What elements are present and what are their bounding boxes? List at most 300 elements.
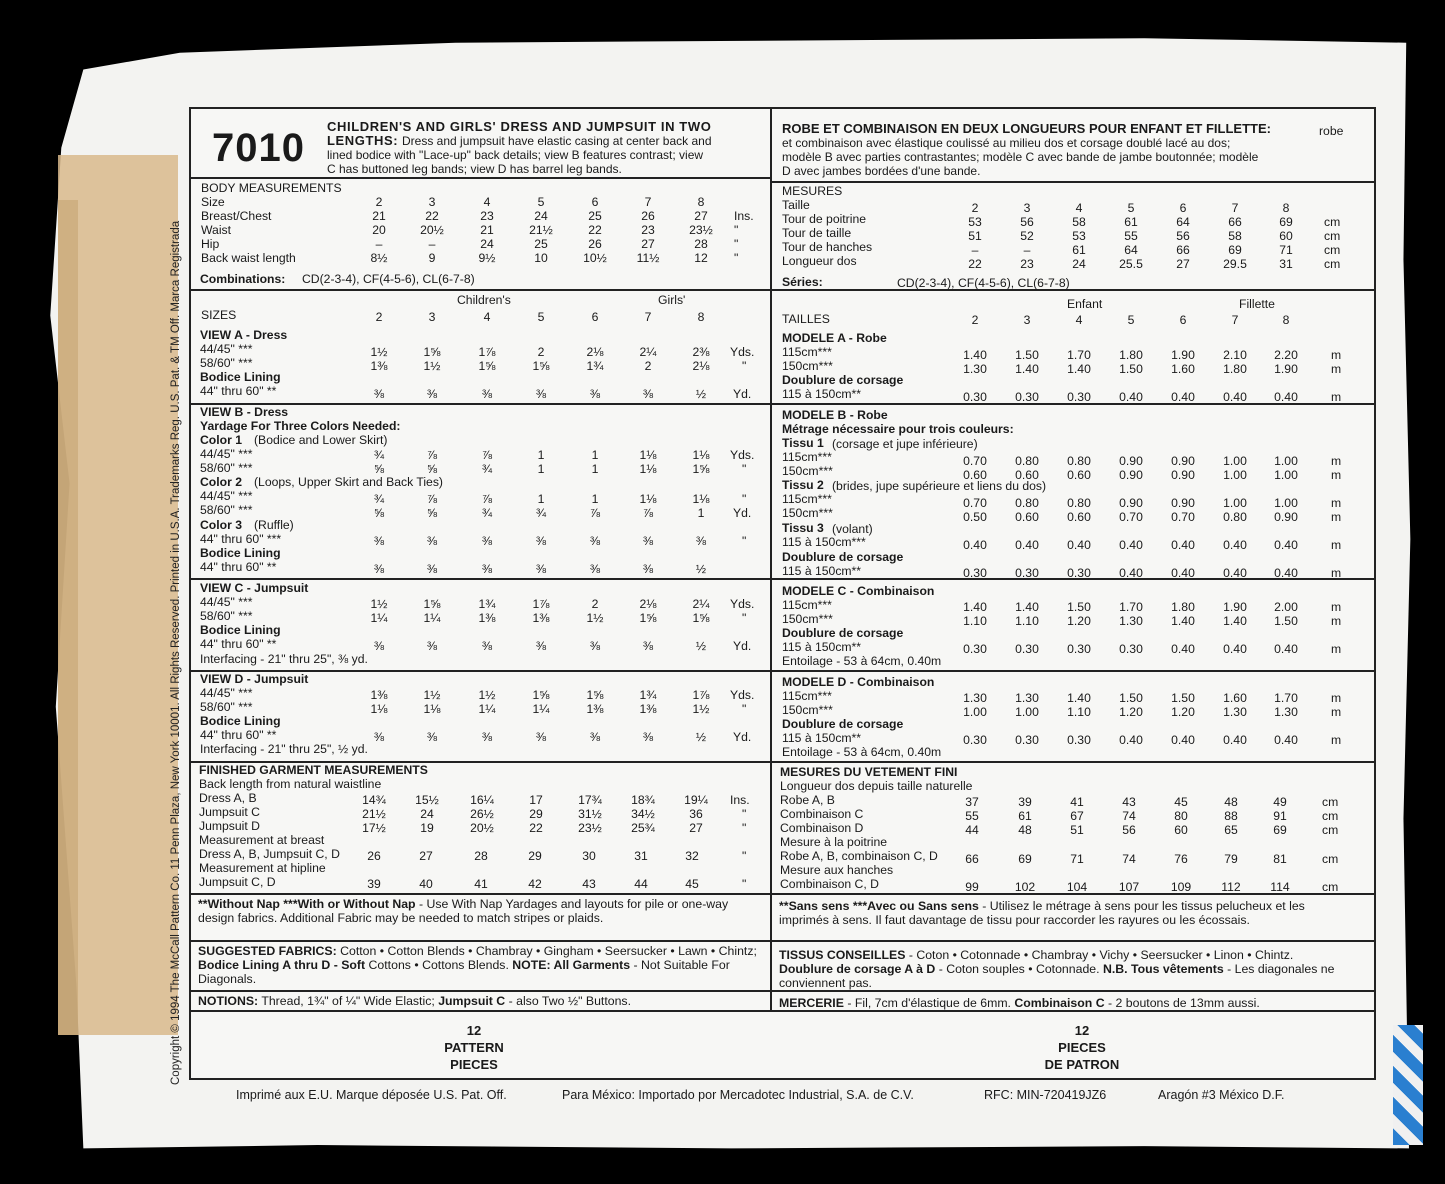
view-a-r2-cell: 2⅛ [692, 359, 710, 373]
breast-row-cell: 28 [474, 849, 488, 863]
modele-d-r1-cell: 1.60 [1223, 691, 1247, 705]
fr-tissus: TISSUS CONSEILLES - Coton • Cotonnade • Chambray • Vichy • Seersucker • Linon • Chintz. Doublure de corsage A à D - Coton souples • Cotonnade. N.B. Tous vêtements - Les diagonales ne conviennent pas. [779, 948, 1335, 990]
view-b-c2a-cell: 1⅛ [692, 492, 710, 506]
fr-size-cell: 8 [1282, 201, 1290, 215]
rule [191, 990, 1374, 992]
fr-meas-row-cell: 69 [1279, 215, 1293, 229]
hanches-row-cell: 99 [965, 880, 979, 894]
modele-d-r2-cell: 1.00 [963, 705, 987, 719]
modele-d-r1-cell: 1.40 [1067, 691, 1091, 705]
fr-tailles-col-cell: 5 [1127, 313, 1135, 327]
view-d-r1-cell: 1½ [423, 688, 441, 702]
modele-c-dc-cell: 0.40 [1223, 642, 1247, 656]
view-b-c3-cell: ⅜ [589, 534, 601, 548]
modele-a-r2-unit: m [1331, 362, 1342, 376]
fr-fin-row-cell: 44 [965, 823, 979, 837]
modele-d-dc-cell: 0.30 [963, 733, 987, 747]
hanches-row-cell: 104 [1066, 880, 1088, 894]
footer-address: Aragón #3 México D.F. [1158, 1088, 1285, 1102]
fin-row-cell: 17 [529, 793, 543, 807]
view-d-r2-unit: " [742, 702, 747, 716]
meas-row-label: Waist [201, 223, 232, 237]
color3-desc: (Ruffle) [254, 518, 294, 532]
view-a-r2-cell: 1¾ [586, 359, 604, 373]
color3-label: Color 3 [200, 518, 242, 532]
view-c-r2-cell: 1½ [586, 611, 604, 625]
modele-c-r2-unit: m [1331, 614, 1342, 628]
meas-row-cell: 21 [372, 209, 386, 223]
view-a-r2-cell: 1½ [423, 359, 441, 373]
view-c-r1-cell: 2⅛ [639, 597, 657, 611]
view-b-c2a-cell: 1 [537, 492, 545, 506]
footer-rfc: RFC: MIN-720419JZ6 [984, 1088, 1107, 1102]
width-label: 115 à 150cm** [782, 640, 862, 654]
modele-a-r3-cell: 0.40 [1171, 390, 1195, 404]
width-label: 115cm*** [782, 345, 832, 359]
back-length-label: Back length from natural waistline [199, 777, 382, 791]
view-b-c1b-cell: ⅝ [373, 462, 385, 476]
fr-fin-row-cell: 91 [1273, 809, 1287, 823]
modele-c-dc-cell: 0.30 [1015, 642, 1039, 656]
view-a-r1-unit: Yds. [730, 345, 755, 359]
modele-d-r2-cell: 1.10 [1067, 705, 1091, 719]
modele-b-t1b-cell: 0.90 [1119, 468, 1143, 482]
view-d-r2-cell: 1½ [692, 702, 710, 716]
modele-b-t2b-cell: 0.90 [1274, 510, 1298, 524]
series-value: CD(2-3-4), CF(4-5-6), CL(6-7-8) [897, 276, 1070, 290]
view-b-c2b-cell: ⅝ [373, 506, 385, 520]
fr-title: ROBE ET COMBINAISON EN DEUX LONGUEURS POUR ENFANT ET FILLETTE: [782, 121, 1271, 136]
view-b-c1a-cell: ⅞ [426, 448, 438, 462]
size-cell: 5 [537, 195, 545, 209]
modele-a-r2-cell: 1.80 [1223, 362, 1247, 376]
view-a-r2-cell: 1⅝ [478, 359, 496, 373]
tape-edge [58, 200, 78, 1035]
meas-row-cell: 10 [534, 251, 548, 265]
view-c-r1-cell: 1½ [370, 597, 388, 611]
breast-row-label: Dress A, B, Jumpsuit C, D [199, 847, 340, 861]
meas-row-cell: 9 [428, 251, 436, 265]
view-b-c1b-cell: 1⅛ [639, 462, 657, 476]
modele-b-t1a-cell: 1.00 [1223, 454, 1247, 468]
meas-row-cell: 20½ [420, 223, 444, 237]
view-b-c1b-cell: ¾ [481, 462, 493, 476]
finished-heading: FINISHED GARMENT MEASUREMENTS [199, 763, 428, 777]
fr-size-cell: 3 [1023, 201, 1031, 215]
meas-row-cell: – [428, 237, 436, 251]
modele-b-t3-cell: 0.40 [1223, 538, 1247, 552]
fr-desc-2: modèle B avec parties contrastantes; modèle C avec bande de jambe boutonnée; modèle [782, 150, 1259, 164]
modele-a-r3-unit: m [1331, 390, 1342, 404]
en-notions: NOTIONS: Thread, 1¾" of ¼" Wide Elastic; Jumpsuit C - also Two ½" Buttons. [198, 994, 631, 1008]
doublure-label: Doublure de corsage [782, 626, 904, 640]
hip-row-cell: 43 [582, 877, 596, 891]
fr-size-cell: 7 [1231, 201, 1239, 215]
fr-fin-row-label: Robe A, B [780, 793, 835, 807]
hanches-row-cell: 114 [1270, 880, 1290, 894]
hanches-row-label: Combinaison C, D [780, 877, 879, 891]
size-cell: 8 [697, 195, 705, 209]
fr-fin-row-cell: 65 [1224, 823, 1238, 837]
rule [191, 177, 770, 179]
fr-fin-row-cell: 61 [1018, 809, 1032, 823]
longueur-label: Longueur dos depuis taille naturelle [780, 779, 973, 793]
modele-d-r1-cell: 1.70 [1274, 691, 1298, 705]
fr-meas-row-cell: 31 [1279, 257, 1293, 271]
fr-meas-row-cell: 51 [968, 229, 982, 243]
view-d-interfacing: Interfacing - 21" thru 25", ½ yd. [200, 742, 368, 756]
fin-row-cell: 19 [420, 821, 434, 835]
view-b-c1a-cell: 1 [591, 448, 599, 462]
view-a-r1-cell: 1⅞ [478, 345, 496, 359]
meas-row-cell: 10½ [583, 251, 607, 265]
size-cell: 3 [428, 195, 436, 209]
modele-d-heading: MODELE D - Combinaison [782, 675, 935, 689]
width-label: 150cm*** [782, 359, 833, 373]
width-label: 115cm*** [782, 689, 832, 703]
fin-row-cell: 15½ [415, 793, 439, 807]
fr-tailles-col-cell: 7 [1231, 313, 1239, 327]
view-b-c2b-cell: 1 [697, 506, 705, 520]
modele-c-entoilage: Entoilage - 53 à 64cm, 0.40m [782, 654, 942, 668]
fr-fin-row-cell: 41 [1070, 795, 1084, 809]
combinations-label: Combinations: [200, 272, 286, 286]
width-label: 44" thru 60" ** [200, 637, 277, 651]
en-desc-1: Dress and jumpsuit have elastic casing at center back and [402, 134, 712, 148]
fillette-heading: Fillette [1239, 297, 1275, 311]
view-d-r1-cell: 1⅞ [692, 688, 710, 702]
modele-a-r2-cell: 1.60 [1171, 362, 1195, 376]
modele-d-r2-cell: 1.00 [1015, 705, 1039, 719]
view-a-r2-cell: 1⅝ [532, 359, 550, 373]
meas-row-cell: 26 [641, 209, 655, 223]
modele-d-r1-cell: 1.30 [1015, 691, 1039, 705]
fr-fin-row-label: Combinaison C [780, 807, 864, 821]
tissu3-desc: (volant) [832, 522, 873, 536]
meas-row-cell: 27 [641, 237, 655, 251]
modele-c-r1-cell: 1.50 [1067, 600, 1091, 614]
poitrine-row-unit: cm [1322, 852, 1339, 866]
width-label: 150cm*** [782, 506, 833, 520]
sizes-col-cell: 8 [697, 310, 705, 324]
modele-b-t2a-cell: 0.70 [963, 496, 987, 510]
sizes-col-cell: 5 [537, 310, 545, 324]
tissu1-label: Tissu 1 [782, 436, 824, 450]
combinations-value: CD(2-3-4), CF(4-5-6), CL(6-7-8) [302, 272, 475, 286]
view-b-bl-cell: ⅜ [535, 562, 547, 576]
fr-meas-row-cell: 56 [1020, 215, 1034, 229]
modele-b-t1a-cell: 0.80 [1015, 454, 1039, 468]
view-d-bl-cell: ⅜ [535, 730, 547, 744]
tissu1-desc: (corsage et jupe inférieure) [832, 437, 978, 451]
hip-row-cell: 45 [685, 877, 699, 891]
view-b-bl-cell: ⅜ [481, 562, 493, 576]
yardage-three-colors: Yardage For Three Colors Needed: [200, 419, 401, 433]
modele-c-r2-cell: 1.40 [1171, 614, 1195, 628]
view-c-r2-cell: 1¼ [370, 611, 388, 625]
modele-b-dc-cell: 0.40 [1171, 566, 1195, 580]
view-b-bl-cell: ⅜ [589, 562, 601, 576]
meas-row-cell: 22 [588, 223, 602, 237]
fr-meas-row-cell: 66 [1176, 243, 1190, 257]
fr-fin-row-cell: 67 [1070, 809, 1084, 823]
view-b-c3-cell: ⅜ [426, 534, 438, 548]
en-pattern-pieces: 12 PATTERN PIECES [444, 1023, 504, 1072]
view-c-r2-cell: 1⅝ [639, 611, 657, 625]
fin-row-cell: 36 [689, 807, 703, 821]
fin-row-label: Jumpsuit D [199, 819, 260, 833]
modele-c-dc-cell: 0.30 [963, 642, 987, 656]
view-d-r1-cell: 1¾ [639, 688, 657, 702]
poitrine-row-label: Robe A, B, combinaison C, D [780, 849, 938, 863]
metrage-label: Métrage nécessaire pour trois couleurs: [782, 422, 1014, 436]
view-d-r1-unit: Yds. [730, 688, 755, 702]
copyright-sidebar [170, 1065, 182, 1085]
view-b-c3-cell: ⅜ [481, 534, 493, 548]
childrens-heading: Children's [457, 293, 511, 307]
fin-row-cell: 24 [420, 807, 434, 821]
view-b-c2a-cell: ⅞ [481, 492, 493, 506]
view-b-c2a-cell: 1⅛ [639, 492, 657, 506]
view-c-bl-cell: ⅜ [426, 639, 438, 653]
modele-c-r1-cell: 1.70 [1119, 600, 1143, 614]
modele-c-dc-cell: 0.40 [1171, 642, 1195, 656]
hip-row-cell: 40 [419, 877, 433, 891]
fr-meas-row-label: Tour de poitrine [782, 212, 867, 226]
modele-c-r2-cell: 1.20 [1067, 614, 1091, 628]
view-a-r1-cell: 1⅝ [423, 345, 441, 359]
pattern-number: 7010 [212, 126, 305, 170]
view-b-c1b-cell: 1 [537, 462, 545, 476]
view-d-r1-cell: 1⅜ [370, 688, 388, 702]
modele-b-dc-cell: 0.40 [1274, 566, 1298, 580]
en-title-lengths: LENGTHS: [327, 133, 399, 148]
modele-a-r1-cell: 1.90 [1171, 348, 1195, 362]
meas-row-unit: " [734, 223, 739, 237]
modele-b-t1b-cell: 0.90 [1171, 468, 1195, 482]
view-b-c2b-cell: ¾ [535, 506, 547, 520]
hanches-row-cell: 102 [1014, 880, 1036, 894]
fr-tailles-col-cell: 2 [971, 313, 979, 327]
airmail-stripes [1393, 1025, 1423, 1145]
width-label: 44" thru 60" ** [200, 560, 277, 574]
fr-meas-row-cell: 58 [1072, 215, 1086, 229]
view-d-bl-cell: ⅜ [642, 730, 654, 744]
doublure-label: Doublure de corsage [782, 373, 904, 387]
width-label: 58/60" *** [200, 461, 253, 475]
modele-b-t2b-cell: 0.60 [1015, 510, 1039, 524]
view-d-bl-cell: ⅜ [589, 730, 601, 744]
hip-row-unit: " [742, 877, 747, 891]
modele-b-t3-cell: 0.40 [1067, 538, 1091, 552]
view-b-c3-cell: ⅜ [535, 534, 547, 548]
modele-a-r2-cell: 1.40 [1067, 362, 1091, 376]
view-d-bl-unit: Yd. [733, 730, 752, 744]
fr-fin-row-cell: 39 [1018, 795, 1032, 809]
view-b-c2a-cell: ¾ [373, 492, 385, 506]
breast-row-cell: 26 [367, 849, 381, 863]
fr-meas-row-cell: 64 [1176, 215, 1190, 229]
modele-d-r2-cell: 1.30 [1223, 705, 1247, 719]
rule [191, 940, 1374, 942]
fr-meas-row-label: Longueur dos [782, 254, 857, 268]
view-d-r1-cell: 1⅝ [586, 688, 604, 702]
fin-row-cell: 14¾ [362, 793, 386, 807]
meas-row-cell: 9½ [478, 251, 496, 265]
modele-b-heading: MODELE B - Robe [782, 408, 888, 422]
poitrine-row-cell: 71 [1070, 852, 1084, 866]
fr-title-rest: robe [1319, 124, 1344, 138]
tissu2-label: Tissu 2 [782, 478, 824, 492]
modele-c-r1-cell: 1.90 [1223, 600, 1247, 614]
view-b-c3-cell: ⅜ [373, 534, 385, 548]
view-b-bl-cell: ⅜ [373, 562, 385, 576]
fini-heading: MESURES DU VETEMENT FINI [780, 765, 958, 779]
modele-b-t2b-cell: 0.60 [1067, 510, 1091, 524]
color2-desc: (Loops, Upper Skirt and Back Ties) [254, 475, 443, 489]
modele-c-r2-cell: 1.50 [1274, 614, 1298, 628]
modele-d-r1-cell: 1.50 [1171, 691, 1195, 705]
fr-meas-row-cell: 66 [1228, 215, 1242, 229]
fin-row-cell: 18¾ [631, 793, 655, 807]
size-cell: 7 [644, 195, 652, 209]
fr-meas-row-cell: 29.5 [1223, 257, 1247, 271]
fr-fin-row-cell: 48 [1224, 795, 1238, 809]
hanches-row-unit: cm [1322, 880, 1339, 894]
poitrine-row-cell: 69 [1018, 852, 1032, 866]
modele-a-r2-cell: 1.50 [1119, 362, 1143, 376]
meas-row-cell: 23 [641, 223, 655, 237]
view-c-bl-cell: ½ [695, 639, 707, 653]
width-label: 44" thru 60" ** [200, 728, 277, 742]
modele-c-dc-cell: 0.30 [1119, 642, 1143, 656]
fr-fin-row-unit: cm [1322, 795, 1339, 809]
view-d-r2-cell: 1¼ [532, 702, 550, 716]
view-d-bl-cell: ½ [695, 730, 707, 744]
fin-row-cell: 19¼ [684, 793, 708, 807]
modele-b-t3-cell: 0.40 [963, 538, 987, 552]
modele-b-t3-cell: 0.40 [1119, 538, 1143, 552]
modele-b-dc-cell: 0.30 [1067, 566, 1091, 580]
fr-meas-row-cell: 71 [1279, 243, 1293, 257]
modele-b-t2a-cell: 0.90 [1171, 496, 1195, 510]
view-a-r2-cell: 1⅜ [370, 359, 388, 373]
view-c-bl-cell: ⅜ [642, 639, 654, 653]
fr-fin-row-cell: 74 [1122, 809, 1136, 823]
girls-heading: Girls' [658, 293, 686, 307]
modele-d-r1-cell: 1.50 [1119, 691, 1143, 705]
footer-printed: Imprimé aux E.U. Marque déposée U.S. Pat. Off. [236, 1088, 507, 1102]
modele-d-r2-cell: 1.20 [1171, 705, 1195, 719]
view-b-c2b-cell: ⅞ [642, 506, 654, 520]
view-b-c1a-unit: Yds. [730, 448, 755, 462]
modele-b-t2b-cell: 0.50 [963, 510, 987, 524]
size-label: Size [201, 195, 225, 209]
modele-d-r1-unit: m [1331, 691, 1342, 705]
fr-mercerie: MERCERIE - Fil, 7cm d'élastique de 6mm. Combinaison C - 2 boutons de 13mm aussi. [779, 996, 1260, 1010]
size-cell: 4 [483, 195, 491, 209]
modele-b-t1b-cell: 0.60 [1067, 468, 1091, 482]
fr-meas-row-cell: 23 [1020, 257, 1034, 271]
fr-size-cell: 5 [1127, 201, 1135, 215]
modele-b-t3-unit: m [1331, 538, 1342, 552]
modele-a-r1-cell: 1.70 [1067, 348, 1091, 362]
doublure-label: Doublure de corsage [782, 550, 904, 564]
modele-b-t3-cell: 0.40 [1171, 538, 1195, 552]
width-label: 44/45" *** [200, 595, 253, 609]
fr-size-cell: 2 [971, 201, 979, 215]
modele-a-r3-cell: 0.30 [1015, 390, 1039, 404]
fin-row-cell: 26½ [470, 807, 494, 821]
modele-b-t2a-cell: 1.00 [1223, 496, 1247, 510]
poitrine-label: Mesure à la poitrine [780, 835, 888, 849]
view-b-c1b-cell: 1 [591, 462, 599, 476]
fin-row-cell: 21½ [362, 807, 386, 821]
fin-row-cell: 31½ [578, 807, 602, 821]
fr-tailles-col-cell: 8 [1282, 313, 1290, 327]
fr-fin-row-cell: 48 [1018, 823, 1032, 837]
modele-c-r1-cell: 1.80 [1171, 600, 1195, 614]
view-c-r1-cell: 1¾ [478, 597, 496, 611]
fr-fin-row-label: Combinaison D [780, 821, 864, 835]
en-desc-3: C has buttoned leg bands; view D has barrel leg bands. [327, 162, 622, 176]
view-b-c3-cell: ⅜ [695, 534, 707, 548]
meas-row-cell: 25 [534, 237, 548, 251]
modele-b-t2b-cell: 0.80 [1223, 510, 1247, 524]
view-a-r1-cell: 2¼ [639, 345, 657, 359]
enfant-heading: Enfant [1067, 297, 1103, 311]
breast-row-cell: 31 [634, 849, 648, 863]
view-b-c1b-cell: 1⅝ [692, 462, 710, 476]
modele-a-r3-cell: 0.40 [1119, 390, 1143, 404]
modele-b-dc-cell: 0.30 [1015, 566, 1039, 580]
modele-b-t1a-cell: 0.90 [1119, 454, 1143, 468]
view-d-r2-cell: 1¼ [478, 702, 496, 716]
modele-d-dc-cell: 0.40 [1119, 733, 1143, 747]
fr-size-cell: 6 [1179, 201, 1187, 215]
modele-c-dc-unit: m [1331, 642, 1342, 656]
modele-a-r3-cell: 0.40 [1223, 390, 1247, 404]
width-label: 44" thru 60" *** [200, 532, 282, 546]
modele-a-heading: MODELE A - Robe [782, 331, 887, 345]
view-c-bl-cell: ⅜ [589, 639, 601, 653]
fr-meas-row-cell: 24 [1072, 257, 1086, 271]
view-c-bl-cell: ⅜ [481, 639, 493, 653]
modele-b-dc-cell: 0.40 [1223, 566, 1247, 580]
modele-b-t3-cell: 0.40 [1274, 538, 1298, 552]
mesures-heading: MESURES [782, 184, 843, 198]
modele-c-r2-cell: 1.30 [1119, 614, 1143, 628]
modele-c-r2-cell: 1.40 [1223, 614, 1247, 628]
poitrine-row-cell: 81 [1273, 852, 1287, 866]
view-b-c2a-cell: ⅞ [426, 492, 438, 506]
fr-meas-row-cell: 53 [1072, 229, 1086, 243]
view-d-r2-cell: 1⅜ [586, 702, 604, 716]
fin-row-cell: 23½ [578, 821, 602, 835]
modele-b-t1a-unit: m [1331, 454, 1342, 468]
view-c-r1-cell: 1⅞ [532, 597, 550, 611]
sizes-col-cell: 2 [375, 310, 383, 324]
breast-row-cell: 29 [528, 849, 542, 863]
view-a-r3-cell: ⅜ [481, 387, 493, 401]
meas-row-cell: – [375, 237, 383, 251]
width-label: 115 à 150cm** [782, 387, 862, 401]
tissu2-desc: (brides, jupe supérieure et liens du dos) [832, 479, 1047, 493]
width-label: 115cm*** [782, 450, 832, 464]
modele-a-r3-cell: 0.40 [1274, 390, 1298, 404]
meas-row-cell: 8½ [370, 251, 388, 265]
width-label: 44/45" *** [200, 342, 253, 356]
